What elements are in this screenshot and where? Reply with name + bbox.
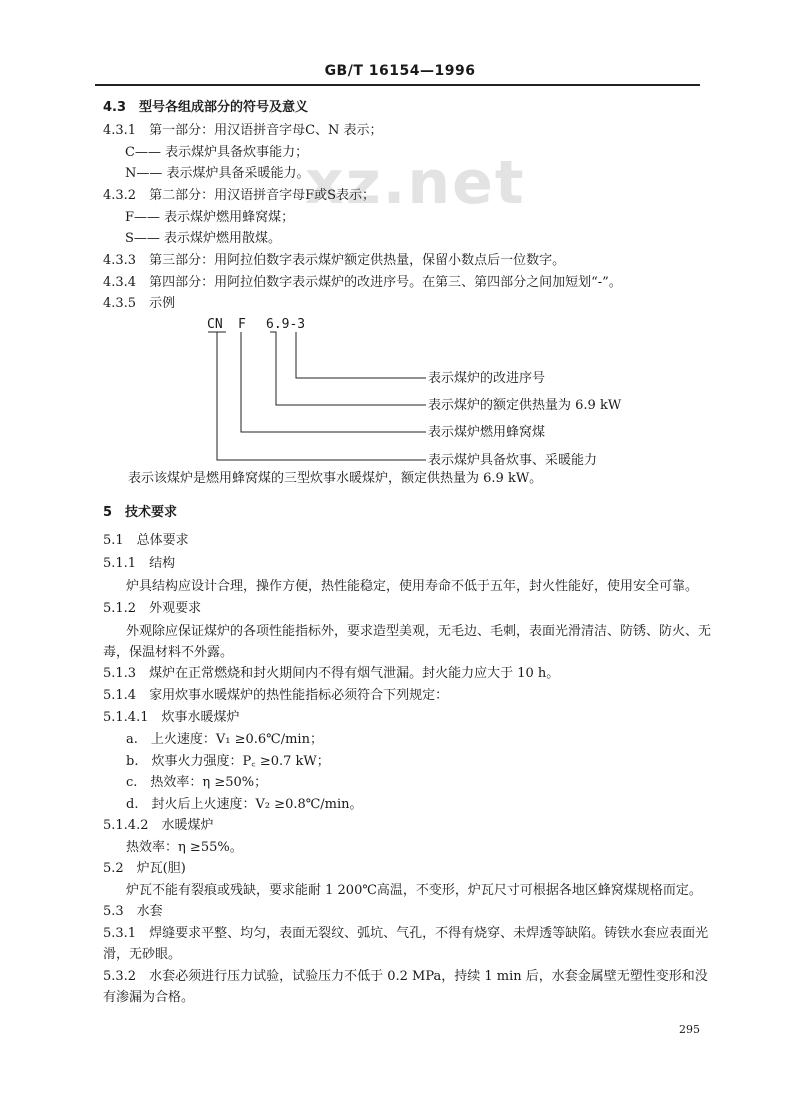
example-bracket-diagram [0, 0, 800, 480]
example-summary: 表示该煤炉是燃用蜂窝煤的三型炊事水暖煤炉，额定供热量为 6.9 kW。 [128, 471, 543, 486]
bracket-line-seq [296, 332, 426, 378]
clause-5-2-text: 炉瓦不能有裂痕或残缺，要求能耐 1 200℃高温，不变形，炉瓦尺寸可根据各地区蜂窝煤规格而定。 [126, 883, 702, 898]
clause-5-2: 5.2 炉瓦(胆) [103, 861, 186, 876]
clause-5-1-2-text-2: 毒，保温材料不外露。 [103, 645, 234, 660]
example-label-seq: 表示煤炉的改进序号 [428, 371, 546, 386]
clause-4-3-2-s: S—— 表示煤炉燃用散煤。 [125, 231, 282, 246]
clause-5-3-1-line-2: 滑，无砂眼。 [103, 947, 182, 962]
clause-5-1-4-2: 5.1.4.2 水暖煤炉 [103, 818, 214, 833]
item-b: b. 炊事火力强度：P꜀ ≥0.7 kW； [126, 754, 330, 769]
clause-5-1: 5.1 总体要求 [103, 533, 189, 548]
clause-4-3-3: 4.3.3 第三部分：用阿拉伯数字表示煤炉额定供热量，保留小数点后一位数字。 [103, 253, 566, 268]
section-4-3-title: 4.3 型号各组成部分的符号及意义 [103, 100, 309, 115]
clause-5-1-2-text-1: 外观除应保证煤炉的各项性能指标外，要求造型美观，无毛边、毛刺，表面光滑清洁、防锈、防火、无 [126, 624, 712, 639]
clause-4-3-2: 4.3.2 第二部分：用汉语拼音字母F或S表示； [103, 188, 376, 203]
clause-5-1-3: 5.1.3 煤炉在正常燃烧和封火期间内不得有烟气泄漏。封火能力应大于 10 h。 [103, 666, 560, 681]
clause-5-3: 5.3 水套 [103, 904, 163, 919]
clause-5-1-4: 5.1.4 家用炊事水暖煤炉的热性能指标必须符合下列规定： [103, 688, 449, 703]
clause-4-3-1-c: C—— 表示煤炉具备炊事能力； [125, 145, 309, 160]
item-c: c. 热效率：η ≥50%； [126, 775, 268, 790]
clause-5-3-2-line-2: 有渗漏为合格。 [103, 990, 195, 1005]
watermark: xz.net [305, 148, 526, 218]
bracket-line-heat [270, 332, 426, 405]
clause-5-1-2: 5.1.2 外观要求 [103, 601, 202, 616]
clause-5-3-2-line-1: 5.3.2 水套必须进行压力试验，试验压力不低于 0.2 MPa，持续 1 min 后，水套金属壁无塑性变形和没 [103, 969, 708, 984]
item-a: a. 上火速度：V₁ ≥0.6℃/min； [126, 732, 323, 747]
clause-4-3-4: 4.3.4 第四部分：用阿拉伯数字表示煤炉的改进序号。在第三、第四部分之间加短划“-”。 [103, 275, 622, 290]
clause-4-3-1-n: N—— 表示煤炉具备采暖能力。 [125, 166, 310, 181]
clause-4-3-2-f: F—— 表示煤炉燃用蜂窝煤； [125, 210, 295, 225]
document-header: GB/T 16154—1996 [324, 63, 476, 79]
example-label-func: 表示煤炉具备炊事、采暖能力 [428, 453, 598, 468]
example-code-cn: CN [207, 317, 223, 332]
clause-5-3-1-line-1: 5.3.1 焊缝要求平整、均匀，表面无裂纹、弧坑、气孔，不得有烧穿、未焊透等缺陷。铸铁水套应表面光 [103, 926, 709, 941]
clause-5-1-1: 5.1.1 结构 [103, 556, 176, 571]
clause-5-1-4-1: 5.1.4.1 炊事水暖煤炉 [103, 710, 240, 725]
clause-5-1-4-2-text: 热效率：η ≥55%。 [126, 840, 243, 855]
example-label-fuel: 表示煤炉燃用蜂窝煤 [428, 425, 546, 440]
example-code-number: 6.9-3 [266, 317, 306, 332]
example-label-heat: 表示煤炉的额定供热量为 6.9 kW [428, 398, 622, 413]
page-number: 295 [679, 1023, 700, 1036]
bracket-line-fuel [241, 332, 426, 432]
item-d: d. 封火后上火速度：V₂ ≥0.8℃/min。 [126, 797, 363, 812]
clause-4-3-5: 4.3.5 示例 [103, 296, 176, 311]
example-code-f: F [238, 317, 246, 332]
section-5-title: 5 技术要求 [103, 505, 178, 520]
clause-5-1-1-text: 炉具结构应设计合理，操作方便，热性能稳定，使用寿命不低于五年，封火性能好，使用安全可靠。 [126, 579, 699, 594]
clause-4-3-1: 4.3.1 第一部分：用汉语拼音字母C、N 表示； [103, 123, 383, 138]
